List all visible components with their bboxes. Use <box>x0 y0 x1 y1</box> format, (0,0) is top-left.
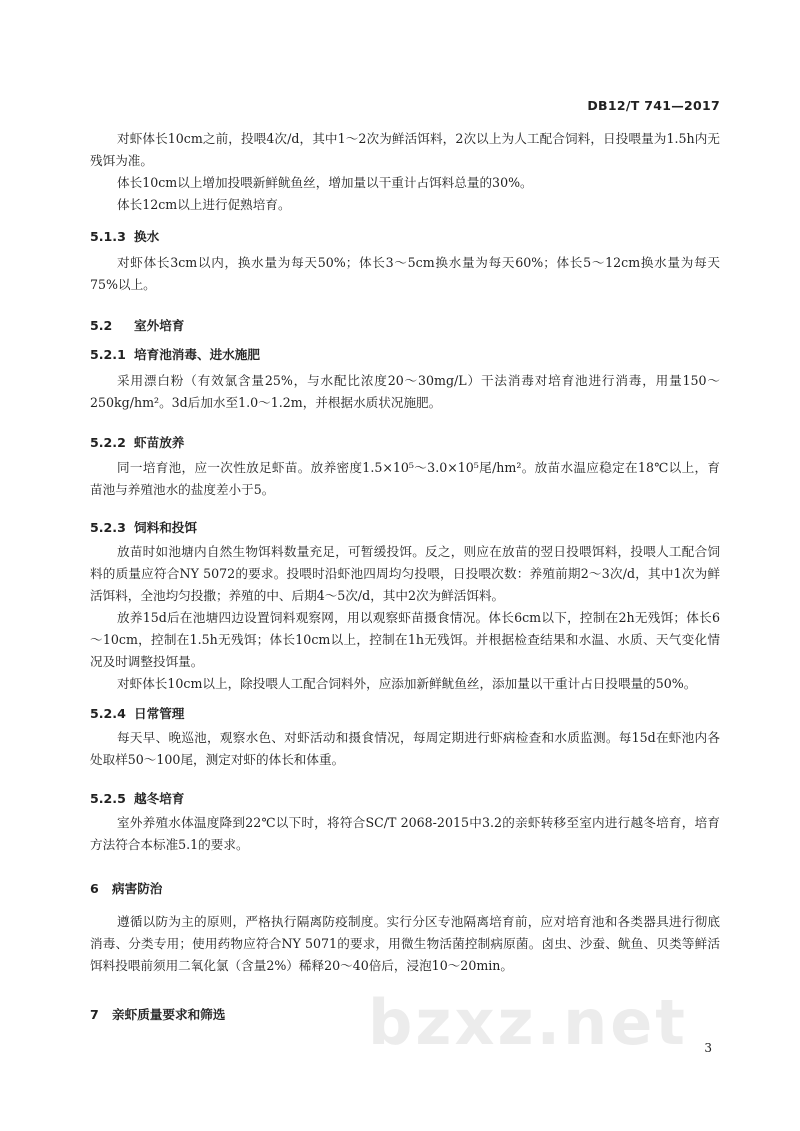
section-overwintering <box>90 812 720 856</box>
heading-title: 虾苗放养 <box>134 435 185 450</box>
heading-title: 病害防治 <box>112 881 163 896</box>
paragraph: 放苗时如池塘内自然生物饵料数量充足，可暂缓投饵。反之，则应在放苗的翌日投喂饵料，投喂人工配合饲料的质量应符合NY 5072的要求。投喂时沿虾池四周均匀投喂，日投喂次数：养殖前期2～3次/d，其中1次为鲜活饵料，全池均匀投撒；养殖的中、后期4～5次/d，其中2次为鲜活饵料。 <box>90 544 720 603</box>
section-pond-disinfection <box>90 370 720 414</box>
section-feeding-continued <box>90 128 720 216</box>
heading-title: 日常管理 <box>134 706 185 721</box>
site-watermark: bzxz.net <box>368 986 688 1059</box>
heading-5-1-3 <box>90 226 159 245</box>
heading-title: 换水 <box>134 229 160 244</box>
heading-5-2-2 <box>90 432 184 451</box>
section-daily-management <box>90 727 720 771</box>
heading-number: 5.2.2 <box>90 435 126 450</box>
heading-number: 5.2.4 <box>90 706 126 721</box>
heading-title: 室外培育 <box>134 318 185 333</box>
section-feed-and-feeding <box>90 541 720 695</box>
heading-number: 5.2.1 <box>90 347 126 362</box>
heading-number: 6 <box>90 881 99 896</box>
heading-5-2 <box>90 315 184 334</box>
paragraph: 对虾体长10cm以上，除投喂人工配合饲料外，应添加新鲜鱿鱼丝，添加量以干重计占日投喂量的50%。 <box>117 676 697 691</box>
paragraph: 采用漂白粉（有效氯含量25%，与水配比浓度20～30mg/L）干法消毒对培育池进行消毒，用量150～250kg/hm²。3d后加水至1.0～1.2m，并根据水质状况施肥。 <box>90 373 720 410</box>
paragraph: 遵循以防为主的原则，严格执行隔离防疫制度。实行分区专池隔离培育前，应对培育池和各类器具进行彻底消毒、分类专用；使用药物应符合NY 5071的要求，用微生物活菌控制病原菌。卤虫、沙蚕、鱿鱼、贝类等鲜活饵料投喂前须用二氧化氯（含量2%）稀释20～40倍后，浸泡10～20min。 <box>90 914 720 973</box>
paragraph: 体长12cm以上进行促熟培育。 <box>117 197 291 212</box>
paragraph: 每天早、晚巡池，观察水色、对虾活动和摄食情况，每周定期进行虾病检查和水质监测。每15d在虾池内各处取样50～100尾，测定对虾的体长和体重。 <box>90 730 720 767</box>
heading-6 <box>90 878 162 897</box>
paragraph: 体长10cm以上增加投喂新鲜鱿鱼丝，增加量以干重计占饵料总量的30%。 <box>117 175 533 190</box>
heading-5-2-5 <box>90 788 184 807</box>
heading-title: 培育池消毒、进水施肥 <box>134 347 260 362</box>
paragraph: 对虾体长10cm之前，投喂4次/d，其中1～2次为鲜活饵料，2次以上为人工配合饲料，日投喂量为1.5h内无残饵为准。 <box>90 131 720 168</box>
heading-7 <box>90 1004 225 1023</box>
section-water-exchange <box>90 252 720 296</box>
paragraph: 对虾体长3cm以内，换水量为每天50%；体长3～5cm换水量为每天60%；体长5～12cm换水量为每天75%以上。 <box>90 255 720 292</box>
heading-5-2-1 <box>90 344 260 363</box>
heading-number: 7 <box>90 1007 99 1022</box>
heading-title: 亲虾质量要求和筛选 <box>112 1007 226 1022</box>
paragraph: 同一培育池，应一次性放足虾苗。放养密度1.5×10⁵～3.0×10⁵尾/hm²。放苗水温应稳定在18℃以上，育苗池与养殖池水的盐度差小于5。 <box>90 460 720 497</box>
heading-number: 5.2.5 <box>90 791 126 806</box>
heading-number: 5.2.3 <box>90 520 126 535</box>
paragraph: 放养15d后在池塘四边设置饲料观察网，用以观察虾苗摄食情况。体长6cm以下，控制在2h无残饵；体长6～10cm，控制在1.5h无残饵；体长10cm以上，控制在1h无残饵。并根据检查结果和水温、水质、天气变化情况及时调整投饵量。 <box>90 610 720 669</box>
page-number: 3 <box>704 1041 712 1055</box>
document-code: DB12/T 741—2017 <box>587 98 720 113</box>
heading-number: 5.2 <box>90 318 113 333</box>
heading-title: 饲料和投饵 <box>134 520 197 535</box>
section-disease-prevention <box>90 911 720 977</box>
heading-5-2-3 <box>90 517 197 536</box>
heading-title: 越冬培育 <box>134 791 185 806</box>
paragraph: 室外养殖水体温度降到22℃以下时，将符合SC/T 2068-2015中3.2的亲虾转移至室内进行越冬培育，培育方法符合本标准5.1的要求。 <box>90 815 720 852</box>
section-fry-stocking <box>90 457 720 501</box>
heading-number: 5.1.3 <box>90 229 126 244</box>
heading-5-2-4 <box>90 703 184 722</box>
